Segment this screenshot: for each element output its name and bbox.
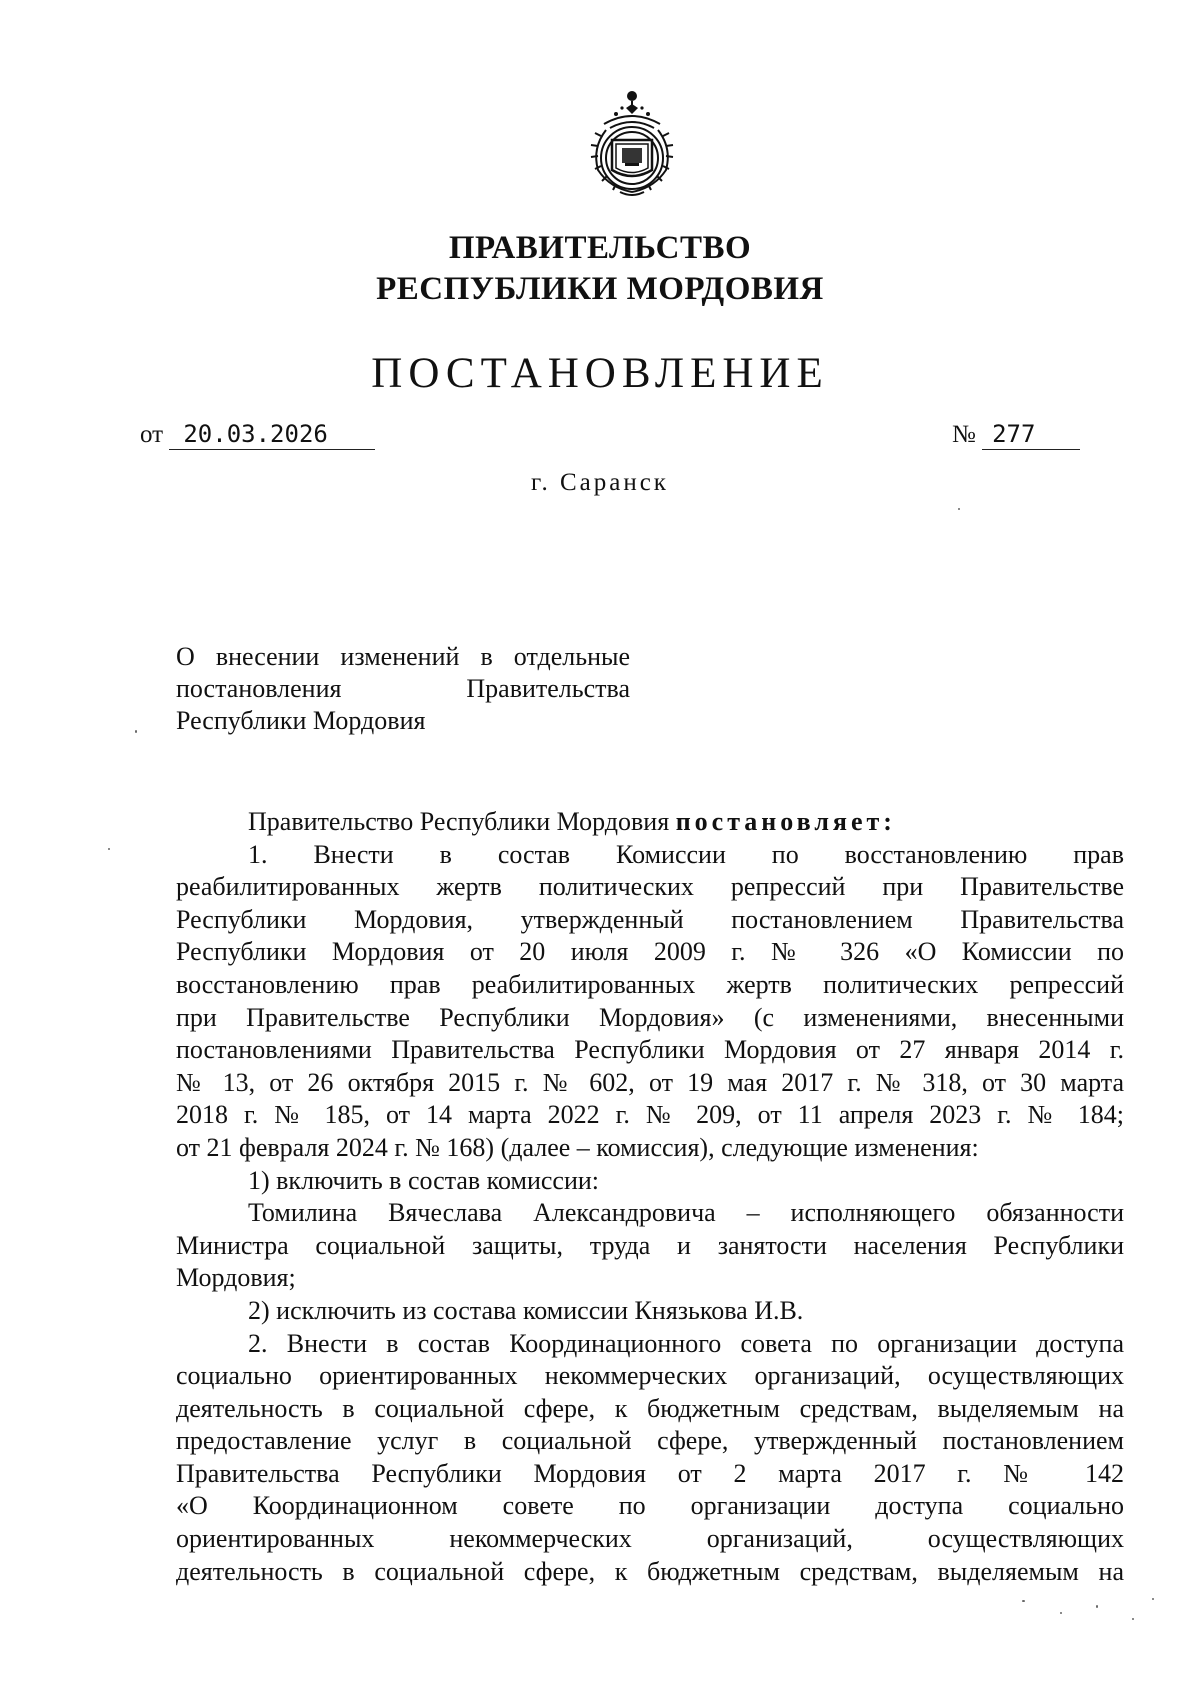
scan-speck	[1022, 1600, 1025, 1602]
paragraph-line: восстановлению прав реабилитированных жертв политических репрессий	[176, 969, 1124, 999]
paragraph-line: № 13, от 26 октября 2015 г. № 602, от 19 мая 2017 г. № 318, от 30 марта	[176, 1067, 1124, 1097]
intro-text: Правительство Республики Мордовия	[248, 807, 670, 836]
subject-line: постановления Правительства	[176, 674, 630, 703]
paragraph-line: Республики Мордовия от 20 июля 2009 г. № 326 «О Комиссии по	[176, 937, 1124, 967]
paragraph-line: ориентированных некоммерческих организаций, осуществляющих	[176, 1524, 1124, 1554]
org-line-1: ПРАВИТЕЛЬСТВО	[448, 230, 752, 266]
intro-paragraph	[176, 806, 1124, 839]
scan-speck	[1060, 1612, 1062, 1614]
paragraph-line: 2. Внести в состав Координационного совета по организации доступа	[248, 1328, 1124, 1358]
document-type-title: ПОСТАНОВЛЕНИЕ	[371, 350, 829, 397]
paragraph-line: Мордовия;	[176, 1263, 296, 1293]
subject-line: О внесении изменений в отдельные	[176, 642, 630, 671]
city-name: г. Саранск	[531, 469, 669, 496]
paragraph-1-item-1: 1) включить в состав комиссии:	[248, 1165, 599, 1195]
paragraph-line: деятельность в социальной сфере, к бюджетным средствам, выделяемым на	[176, 1393, 1124, 1423]
date-prefix: от	[140, 421, 164, 448]
paragraph-line: от 21 февраля 2024 г. № 168) (далее – комиссия), следующие изменения:	[176, 1132, 979, 1162]
paragraph-line: постановлениями Правительства Республики Мордовия от 27 января 2014 г.	[176, 1035, 1124, 1065]
date-value: 20.03.2026	[169, 420, 375, 450]
number-prefix: №	[952, 421, 976, 448]
scan-speck	[135, 730, 137, 733]
decree-word: постановляет:	[675, 807, 896, 836]
paragraph-1-person	[176, 1197, 1124, 1295]
scan-speck	[1152, 1598, 1154, 1600]
scan-speck	[958, 508, 960, 510]
paragraph-line: реабилитированных жертв политических репрессий при Правительстве	[176, 872, 1124, 902]
scan-speck	[108, 848, 110, 850]
coat-of-arms-emblem	[580, 84, 684, 198]
paragraph-line: «О Координационном совете по организации доступа социально	[176, 1491, 1124, 1521]
subject-line: Республики Мордовия	[176, 706, 426, 735]
paragraph-1-item-2: 2) исключить из состава комиссии Князькова И.В.	[248, 1295, 804, 1325]
paragraph-1	[176, 839, 1124, 1165]
paragraph-line: предоставление услуг в социальной сфере, утвержденный постановлением	[176, 1426, 1124, 1456]
paragraph-line: Министра социальной защиты, труда и занятости населения Республики	[176, 1230, 1124, 1260]
paragraph-line: Правительства Республики Мордовия от 2 марта 2017 г. № 142	[176, 1458, 1124, 1488]
paragraph-line: деятельность в социальной сфере, к бюджетным средствам, выделяемым на	[176, 1556, 1124, 1586]
number-field	[952, 420, 1080, 450]
document-subject	[176, 641, 630, 737]
document-body	[176, 806, 1124, 1588]
paragraph-line: Томилина Вячеслава Александровича – исполняющего обязанности	[248, 1198, 1124, 1228]
scan-speck	[1132, 1618, 1134, 1620]
date-field	[140, 420, 375, 450]
paragraph-line: социально ориентированных некоммерческих организаций, осуществляющих	[176, 1361, 1124, 1391]
paragraph-line: 2018 г. № 185, от 14 марта 2022 г. № 209, от 11 апреля 2023 г. № 184;	[176, 1100, 1124, 1130]
number-value: 277	[982, 420, 1080, 450]
paragraph-line: 1. Внести в состав Комиссии по восстановлению прав	[248, 839, 1124, 869]
paragraph-line: при Правительстве Республики Мордовия» (с изменениями, внесенными	[176, 1002, 1124, 1032]
paragraph-2	[176, 1328, 1124, 1589]
paragraph-line: Республики Мордовия, утвержденный постановлением Правительства	[176, 904, 1124, 934]
org-line-2: РЕСПУБЛИКИ МОРДОВИЯ	[376, 271, 824, 307]
issuing-authority	[0, 228, 1200, 310]
scan-speck	[1096, 1605, 1098, 1608]
